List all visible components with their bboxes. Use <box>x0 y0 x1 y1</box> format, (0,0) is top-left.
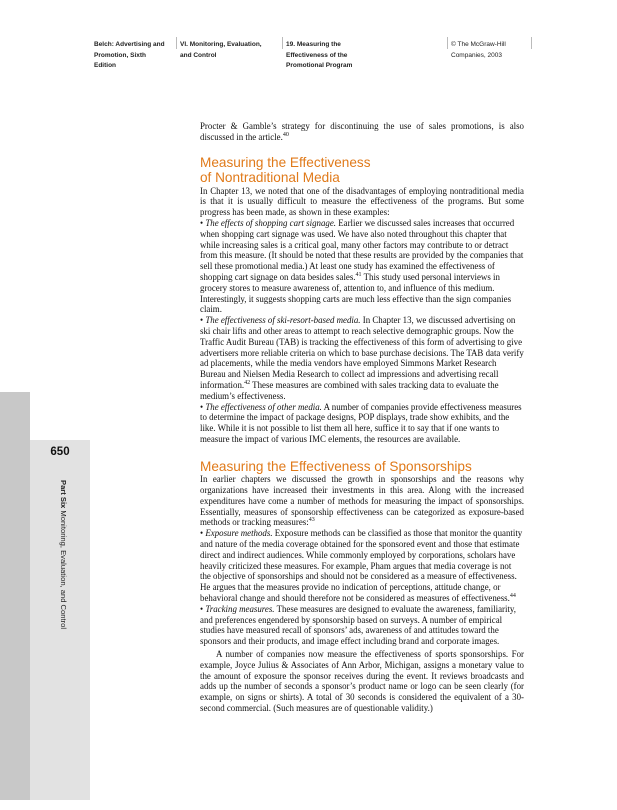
section-heading-nontraditional: Measuring the Effectiveness of Nontraditional Media <box>200 154 371 186</box>
running-part-title: Part Six Monitoring, Evaluation, and Control <box>59 480 68 630</box>
page-header <box>0 0 617 72</box>
header-copyright: © The McGraw-Hill Companies, 2003 <box>451 41 506 59</box>
bullet-other-media: • The effectiveness of other media. A number of companies provide effectiveness measures to determine the impact of package designs, POP displays, trade show exhibits, and the like. While it is not possible to list them all here, suffice it to say that if one wants to measure the impact of various IMC elements, the resources are available. <box>200 401 522 444</box>
bullet-tracking-measures: • Tracking measures. These measures are designed to evaluate the awareness, familiarity, and preferences engendered by sponsorship based on surveys. A number of empirical studies have measured recall of sponsors’ ads, awareness of and attitudes toward the sponsors and their products, and image effect including brand and corporate images. <box>200 603 517 647</box>
closing-paragraph: A number of companies now measure the effectiveness of sports sponsorships. For example, Joyce Julius & Associates of Ann Arbor, Michigan, assigns a monetary value to the amount of exposure the sponsor receives during the event. It reviews broadcasts and adds up the number of seconds a sponsor’s product name or logo can be seen clearly (for example, on signs or shirts). A total of 30 seconds is considered the equivalent of a 30-second commercial. (Such measures are of questionable validity.) <box>200 648 524 713</box>
header-chapter-title: 19. Measuring the Effectiveness of the Promotional Program <box>286 41 353 69</box>
intro-paragraph: Procter & Gamble’s strategy for discontinuing the use of sales promotions, is also discussed in the article.$^{40}$ <box>200 121 524 142</box>
section-paragraph: In earlier chapters we discussed the growth in sponsorships and the reasons why organizations have increased their investments in this area. Along with the increased expenditures have come a number of methods for measuring the impact of sponsorships. Essentially, measures of sponsorship effectiveness can be categorized as exposure-based methods or tracking measures:$^{43}$ <box>200 474 524 528</box>
header-book-title: Belch: Advertising and Promotion, Sixth Edition <box>94 41 165 69</box>
section-paragraph: In Chapter 13, we noted that one of the disadvantages of employing nontraditional media is that it is usually difficult to measure the effectiveness of the programs. But some progress has been made, as shown in these examples: <box>200 185 524 218</box>
page-number: 650 <box>50 446 70 458</box>
section-heading-sponsorships: Measuring the Effectiveness of Sponsorships <box>200 458 472 474</box>
header-part-title: VI. Monitoring, Evaluation, and Control <box>180 41 262 59</box>
header-divider <box>531 37 532 49</box>
page-body <box>200 121 524 714</box>
bullet-ski-resort: • The effectiveness of ski-resort-based media. In Chapter 13, we discussed advertising on ski chair lifts and other areas to attempt to reach selective demographic groups. Now the Traffic Audit Bureau (TAB) is tracking the effectiveness of this form of advertising to give advertisers more reliable criteria on which to base purchase decisions. The TAB data verify ad placements, while the media vendors have employed Simmons Market Research Bureau and Nielsen Media Research to collect ad impressions and advertising recall information.$^{42}$ These measures are combined with sales tracking data to evaluate the medium’s effectiveness. <box>200 315 524 401</box>
bullet-exposure-methods: • Exposure methods. Exposure methods can be classified as those that monitor the quantity and nature of the media coverage obtained for the sponsored event and those that estimate direct and indirect audiences. While commonly employed by corporations, scholars have heavily criticized these measures. For example, Pham argues that media coverage is not the objective of sponsorships and should not be considered as a measure of effectiveness. He argues that the measures provide no indication of perceptions, attitude change, or behavioral change and should therefore not be considered as measures of effectiveness.$^{44}$ <box>200 528 523 603</box>
bullet-shopping-cart: • The effects of shopping cart signage. Earlier we discussed sales increases that occurred when shopping cart signage was used. We have also noted throughout this chapter that while increasing sales is a critical goal, many other factors may contribute to or detract from this measure. (It should be noted that these results are provided by the companies that sell these promotional media.) At least one study has examined the effectiveness of shopping cart signage on data besides sales.$^{41}$ This study used personal interviews in grocery stores to measure awareness of, attention to, and influence of this medium. Interestingly, it suggests shopping carts are much less effective than the sign companies claim. <box>200 217 524 315</box>
header-divider <box>282 37 283 49</box>
header-divider <box>176 37 177 49</box>
margin-bar <box>0 392 30 800</box>
header-divider <box>447 37 448 49</box>
